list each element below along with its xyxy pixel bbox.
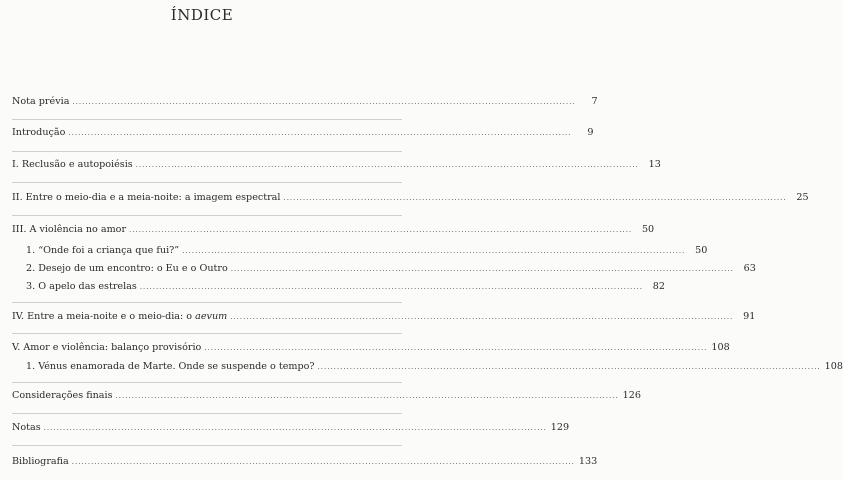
leader-dots: ............................................................................................................................................................ — [115, 392, 619, 400]
toc-subentry-3-2 — [26, 261, 756, 277]
leader-dots: ............................................................................................................................................................ — [135, 161, 639, 169]
toc-entry-consideracoes-finais — [12, 388, 641, 404]
toc-entry-page: 108 — [824, 361, 843, 372]
leader-dots: ............................................................................................................................................................ — [182, 247, 686, 255]
toc-entry-page: 108 — [711, 342, 730, 353]
leader-dots: ............................................................................................................................................................ — [230, 313, 734, 321]
leader-dots: ............................................................................................................................................................ — [283, 194, 787, 202]
divider — [12, 182, 402, 183]
toc-entry-label: Nota prévia — [12, 96, 70, 107]
toc-entry-page: 91 — [743, 311, 756, 322]
toc-entry-label: 3. O apelo das estrelas — [26, 281, 137, 292]
toc-entry-label: I. Reclusão e autopoiésis — [12, 159, 133, 170]
leader-dots: ............................................................................................................................................................ — [230, 265, 734, 273]
toc-entry-chapter-5 — [12, 340, 730, 356]
toc-entry-page: 50 — [695, 245, 708, 256]
leader-dots: ............................................................................................................................................................ — [139, 283, 643, 291]
leader-dots: ............................................................................................................................................................ — [129, 226, 633, 234]
toc-entry-page: 50 — [641, 224, 655, 235]
divider — [12, 215, 402, 216]
toc-entry-label: Notas — [12, 422, 41, 433]
toc-entry-label: Introdução — [12, 127, 66, 138]
toc-subentry-3-1 — [26, 243, 708, 259]
divider — [12, 333, 402, 334]
toc-entry-chapter-3 — [12, 222, 655, 238]
leader-dots: ............................................................................................................................................................ — [43, 424, 547, 432]
toc-entry-label-prefix: IV. Entre a meia-noite e o meio-dia: o — [12, 311, 196, 322]
toc-entry-page: 82 — [652, 281, 665, 292]
toc-entry-page: 7 — [591, 96, 598, 107]
toc-entry-label: V. Amor e violência: balanço provisório — [12, 342, 202, 353]
toc-entry-page: 129 — [550, 422, 570, 433]
divider — [12, 413, 402, 414]
toc-entry-page: 13 — [648, 159, 661, 170]
toc-entry-nota-previa — [12, 94, 598, 110]
toc-entry-label: II. Entre o meio-dia e a meia-noite: a imagem espectral — [12, 192, 281, 203]
toc-subentry-5-1 — [26, 359, 843, 375]
toc-subentry-3-3 — [26, 279, 665, 295]
leader-dots: ............................................................................................................................................................ — [68, 129, 572, 137]
toc-entry-page: 25 — [796, 192, 809, 203]
toc-entry-label: Bibliografia — [12, 456, 69, 467]
toc-entry-notas — [12, 420, 570, 436]
toc-entry-label: 1. Vénus enamorada de Marte. Onde se suspende o tempo? — [26, 361, 315, 372]
toc-entry-page: 126 — [622, 390, 641, 401]
toc-entry-chapter-1 — [12, 157, 661, 173]
toc-entry-label-italic: aevum — [195, 311, 228, 322]
toc-entry-chapter-2 — [12, 190, 809, 206]
toc-entry-bibliografia — [12, 454, 598, 470]
leader-dots: ............................................................................................................................................................ — [204, 344, 708, 352]
toc-entry-label: III. A violência no amor — [12, 224, 127, 235]
divider — [12, 119, 402, 120]
toc-entry-label: 1. “Onde foi a criança que fui?” — [26, 245, 180, 256]
toc-entry-label: 2. Desejo de um encontro: o Eu e o Outro — [26, 263, 228, 274]
divider — [12, 445, 402, 446]
page-title: ÍNDICE — [170, 6, 234, 24]
toc-entry-label — [12, 309, 227, 325]
toc-entry-page: 9 — [587, 127, 594, 138]
leader-dots: ............................................................................................................................................................ — [72, 98, 576, 106]
divider — [12, 151, 402, 152]
divider — [12, 382, 402, 383]
toc-entry-page: 133 — [578, 456, 598, 467]
toc-entry-chapter-4 — [12, 309, 756, 325]
toc-entry-label: Considerações finais — [12, 390, 113, 401]
toc-entry-introducao — [12, 125, 594, 141]
divider — [12, 302, 402, 303]
leader-dots: ............................................................................................................................................................ — [71, 458, 575, 466]
leader-dots: ............................................................................................................................................................ — [317, 363, 821, 371]
toc-entry-page: 63 — [743, 263, 756, 274]
